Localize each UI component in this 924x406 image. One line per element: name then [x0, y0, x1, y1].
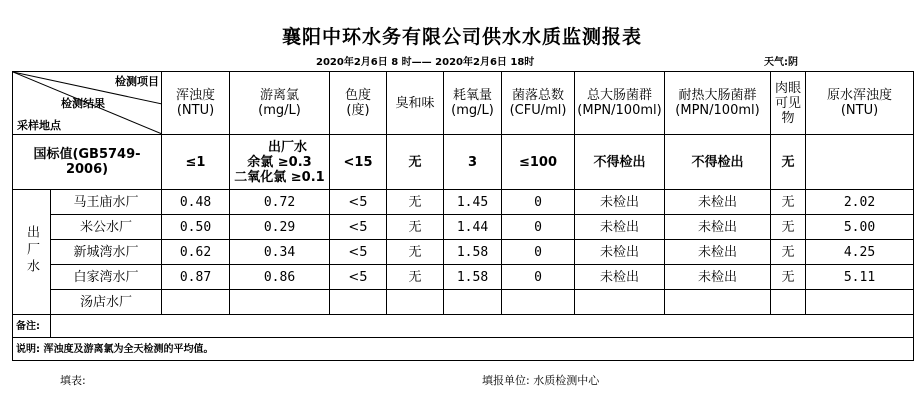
cell-colony: 0 [502, 240, 575, 265]
weather-label: 天气:阴 [764, 57, 798, 68]
cell-chlorine: 0.72 [230, 190, 330, 215]
table-row [13, 190, 914, 215]
site-name: 新城湾水厂 [51, 240, 162, 265]
cell-oxygen: 1.58 [444, 240, 502, 265]
cell-colony: 0 [502, 215, 575, 240]
std-odor: 无 [387, 135, 444, 190]
cell-oxygen: 1.58 [444, 265, 502, 290]
note-text: 说明: 浑浊度及游离氯为全天检测的平均值。 [13, 338, 914, 361]
col-visible: 肉眼 可见 物 [771, 72, 806, 135]
std-thermo-coliform: 不得检出 [665, 135, 771, 190]
site-name: 白家湾水厂 [51, 265, 162, 290]
unit-label: 填报单位: 水质检测中心 [482, 374, 600, 387]
std-raw-turbidity [806, 135, 914, 190]
col-thermo-coliform: 耐热大肠菌群 (MPN/100ml) [665, 72, 771, 135]
cell-visible: 无 [771, 190, 806, 215]
cell-turbidity: 0.62 [162, 240, 230, 265]
table-row [13, 290, 914, 315]
cell-colony: 0 [502, 190, 575, 215]
std-visible: 无 [771, 135, 806, 190]
remarks-label: 备注: [13, 315, 51, 338]
water-quality-table [12, 71, 914, 361]
col-coliform: 总大肠菌群 (MPN/100ml) [575, 72, 665, 135]
cell-coliform: 未检出 [575, 190, 665, 215]
cell-odor: 无 [387, 265, 444, 290]
cell-colony [502, 290, 575, 315]
cell-colony: 0 [502, 265, 575, 290]
cell-coliform [575, 290, 665, 315]
cell-coliform: 未检出 [575, 240, 665, 265]
cell-thermo-coliform: 未检出 [665, 215, 771, 240]
table-row [13, 215, 914, 240]
cell-turbidity: 0.48 [162, 190, 230, 215]
cell-color: <5 [330, 265, 387, 290]
cell-thermo-coliform: 未检出 [665, 240, 771, 265]
cell-raw-turbidity: 2.02 [806, 190, 914, 215]
cell-color: <5 [330, 240, 387, 265]
std-coliform: 不得检出 [575, 135, 665, 190]
cell-color: <5 [330, 190, 387, 215]
header-result-label: 检测结果 [61, 97, 105, 110]
report-period: 2020年2月6日 8 时—— 2020年2月6日 18时 [316, 57, 535, 68]
filler-label: 填表: [60, 374, 86, 387]
header-item-label: 检测项目 [115, 75, 159, 88]
report-title: 襄阳中环水务有限公司供水水质监测报表 [281, 26, 642, 48]
cell-coliform: 未检出 [575, 265, 665, 290]
col-oxygen: 耗氧量 (mg/L) [444, 72, 502, 135]
cell-coliform: 未检出 [575, 215, 665, 240]
cell-oxygen: 1.44 [444, 215, 502, 240]
cell-oxygen [444, 290, 502, 315]
header-row [13, 72, 914, 135]
cell-turbidity: 0.50 [162, 215, 230, 240]
std-colony: ≤100 [502, 135, 575, 190]
std-color: <15 [330, 135, 387, 190]
cell-turbidity [162, 290, 230, 315]
table-row [13, 240, 914, 265]
std-oxygen: 3 [444, 135, 502, 190]
cell-thermo-coliform: 未检出 [665, 190, 771, 215]
cell-thermo-coliform [665, 290, 771, 315]
cell-raw-turbidity [806, 290, 914, 315]
group-label: 出厂水 [13, 190, 51, 315]
cell-raw-turbidity: 5.00 [806, 215, 914, 240]
cell-odor: 无 [387, 190, 444, 215]
col-color: 色度 (度) [330, 72, 387, 135]
cell-color: <5 [330, 215, 387, 240]
note-row [13, 338, 914, 361]
cell-raw-turbidity: 5.11 [806, 265, 914, 290]
cell-visible: 无 [771, 215, 806, 240]
cell-thermo-coliform: 未检出 [665, 265, 771, 290]
cell-visible: 无 [771, 265, 806, 290]
header-site-label: 采样地点 [17, 119, 61, 132]
col-chlorine: 游离氯 (mg/L) [230, 72, 330, 135]
cell-turbidity: 0.87 [162, 265, 230, 290]
cell-chlorine: 0.29 [230, 215, 330, 240]
cell-visible [771, 290, 806, 315]
cell-odor [387, 290, 444, 315]
std-chlorine: 出厂水 余氯 ≥0.3 二氧化氯 ≥0.1 [230, 135, 330, 190]
cell-oxygen: 1.45 [444, 190, 502, 215]
cell-raw-turbidity: 4.25 [806, 240, 914, 265]
cell-odor: 无 [387, 240, 444, 265]
cell-chlorine [230, 290, 330, 315]
cell-odor: 无 [387, 215, 444, 240]
col-turbidity: 浑浊度 (NTU) [162, 72, 230, 135]
site-name: 汤店水厂 [51, 290, 162, 315]
site-name: 马王庙水厂 [51, 190, 162, 215]
col-raw-turbidity: 原水浑浊度 (NTU) [806, 72, 914, 135]
col-colony: 菌落总数 (CFU/ml) [502, 72, 575, 135]
cell-chlorine: 0.34 [230, 240, 330, 265]
standard-row [13, 135, 914, 190]
table-row [13, 265, 914, 290]
cell-color [330, 290, 387, 315]
col-odor: 臭和味 [387, 72, 444, 135]
remarks-value [51, 315, 914, 338]
cell-chlorine: 0.86 [230, 265, 330, 290]
cell-visible: 无 [771, 240, 806, 265]
remarks-row [13, 315, 914, 338]
std-turbidity: ≤1 [162, 135, 230, 190]
standard-label: 国标值(GB5749-2006) [13, 135, 162, 190]
site-name: 米公水厂 [51, 215, 162, 240]
diagonal-header-cell [13, 72, 162, 135]
